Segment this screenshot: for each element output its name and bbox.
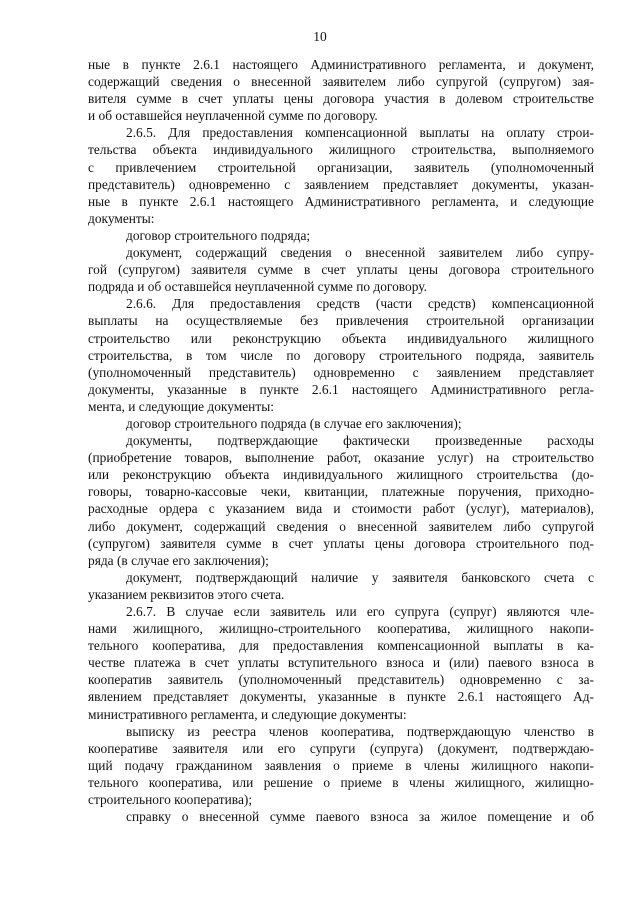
text-line: щий подачу гражданином заявления о приеме в члены жилищного накопи-: [88, 757, 594, 773]
text-line: содержащий сведения о внесенной заявителем либо супругой (супругом) зая-: [88, 74, 594, 90]
text-line: документы, указанные в пункте 2.6.1 настоящего Административного регла-: [88, 381, 594, 397]
text-line: подряда и об оставшейся неуплаченной сумме по договору.: [88, 279, 427, 295]
text-line: договор строительного подряда (в случае его заключения);: [126, 415, 462, 431]
text-line: документ, содержащий сведения о внесенной заявителем либо супру-: [126, 245, 594, 261]
text-line: с привлечением строительной организации, заявитель (уполномоченный: [88, 159, 594, 175]
text-line: честве платежа в счет уплаты вступительного взноса и (или) паевого взноса в: [88, 655, 594, 671]
text-line: ные в пункте 2.6.1 настоящего Административного регламента, и документ,: [88, 57, 594, 72]
text-line: явлением представляет документы, указанные в пункте 2.6.1 настоящего Ад-: [88, 689, 594, 705]
text-line: (уполномоченный представитель) одновременно с заявлением представляет: [88, 364, 594, 380]
text-line: строительного кооператива);: [88, 792, 253, 808]
text-line: 2.6.5. Для предоставления компенсационной выплаты на оплату строи-: [126, 125, 594, 141]
text-line: либо документ, содержащий сведения о внесенной заявителем либо супругой: [88, 518, 594, 534]
text-line: министративного регламента, и следующие документы:: [88, 706, 407, 722]
text-line: 2.6.6. Для предоставления средств (части средств) компенсационной: [126, 296, 594, 312]
text-line: выплаты на осуществляемые без привлечения строительной организации: [88, 313, 594, 329]
text-line: представитель) одновременно с заявлением представляет документы, указан-: [88, 176, 594, 192]
text-line: тельного кооператива, для предоставления компенсационной выплаты в ка-: [88, 638, 594, 654]
text-line: 2.6.7. В случае если заявитель или его супруга (супруг) являются чле-: [126, 604, 594, 619]
text-line: строительства, в том числе по договору строительного подряда, заявитель: [88, 347, 594, 363]
text-line: кооператив заявитель (уполномоченный представитель) одновременно с за-: [88, 672, 594, 688]
text-line: (супругом) заявителя сумме в счет уплаты цены договора строительного под-: [88, 535, 594, 551]
text-line: указанием реквизитов этого счета.: [88, 586, 285, 602]
text-line: ряда (в случае его заключения);: [88, 552, 269, 568]
page-number: 10: [313, 29, 327, 44]
text-line: справку о внесенной сумме паевого взноса за жилое помещение и об: [126, 809, 594, 825]
document-body: [88, 56, 594, 825]
text-line: (приобретение товаров, выполнение работ, оказание услуг) на строительство: [88, 450, 594, 466]
text-line: документы:: [88, 210, 155, 226]
text-line: вителя сумме в счет уплаты цены договора участия в долевом строительстве: [88, 91, 594, 107]
text-line: тельства объекта индивидуального жилищного строительства, выполняемого: [88, 142, 594, 158]
text-line: ные в пункте 2.6.1 настоящего Административного регламента, и следующие: [88, 193, 594, 209]
text-line: говоры, товарно-кассовые чеки, квитанции, платежные поручения, приходно-: [88, 484, 594, 500]
text-line: тельного кооператива, или решение о приеме в члены жилищного, жилищно-: [88, 774, 594, 790]
text-line: договор строительного подряда;: [126, 227, 311, 243]
text-line: кооперативе заявителя или его супруги (супруга) (документ, подтверждаю-: [88, 740, 594, 756]
text-line: строительство или реконструкцию объекта индивидуального жилищного: [88, 330, 594, 346]
text-line: или реконструкцию объекта индивидуального жилищного строительства (до-: [88, 467, 594, 483]
text-line: документ, подтверждающий наличие у заявителя банковского счета с: [126, 569, 594, 585]
text-line: расходные ордера с указанием вида и стоимости работ (услуг), материалов),: [88, 501, 594, 517]
text-line: гой (супругом) заявителя сумме в счет уплаты цены договора строительного: [88, 262, 594, 278]
text-line: и об оставшейся неуплаченной сумме по договору.: [88, 108, 378, 124]
text-line: выписку из реестра членов кооператива, подтверждающую членство в: [126, 723, 594, 739]
text-line: нами жилищного, жилищно-строительного кооператива, жилищного накопи-: [88, 621, 594, 637]
text-line: мента, и следующие документы:: [88, 398, 274, 414]
text-line: документы, подтверждающие фактически произведенные расходы: [126, 433, 594, 449]
